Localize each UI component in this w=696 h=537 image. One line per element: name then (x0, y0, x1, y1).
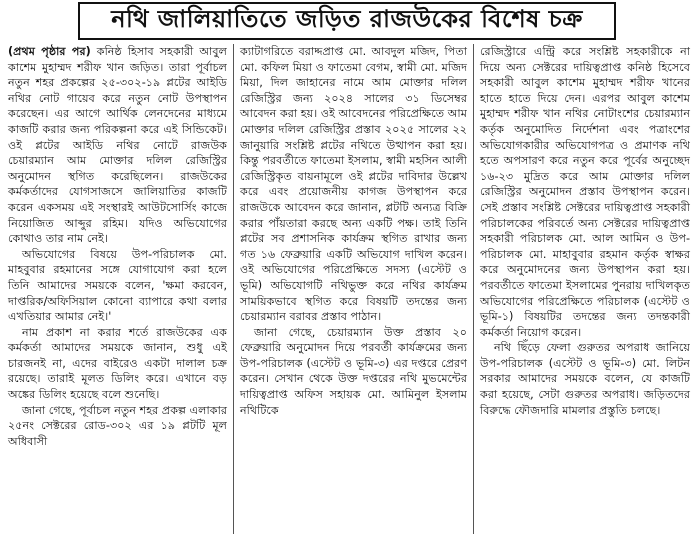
article-paragraph (240, 325, 467, 419)
article-paragraph (240, 44, 467, 325)
article-paragraph (480, 340, 690, 418)
paragraph-text: ক্যাটাগরিতে বরাদ্দপ্রাপ্ত মো. আবদুল মজিদ, পিতা মো. কফিল মিয়া ও ফাতেমা বেগম, স্বামী মো. মজিদ মিয়া, দিল জাহানের নামে আম মোক্তার দলিল রেজিস্ট্রির জন্য ২০২৪ সালের ৩১ ডিসেম্বর আবেদন করা হয়। ওই আবেদনের পরিপ্রেক্ষিতে আম মোক্তার দলিল রেজিস্ট্রির প্রস্তাব ২০২৫ সালের ২২ জানুয়ারি সংশ্লিষ্ট প্লটের নথিতে উত্থাপন করা হয়। কিন্তু পরবর্তীতে ফাতেমা ইসলাম, স্বামী মহসিন আলী রেজিস্ট্রিকৃত বায়নামূলে ওই প্লটের দাবিদার উল্লেখ করে এবং প্রয়োজনীয় কাগজ উপস্থাপন করে রাজউকে আবেদন করে জানান, প্লটটি অন্যত্র বিক্রি করার পাঁয়তারা করছে অন্য একটি পক্ষ। তাই তিনি প্লটের সব প্রশাসনিক কার্যক্রম স্থগিত রাখার জন্য গত ১৬ ফেব্রুয়ারি একটি অভিযোগ দাখিল করেন। ওই অভিযোগের পরিপ্রেক্ষিতে সদস্য (এস্টেট ও ভূমি) অভিযোগটি নথিভুক্ত করে নথির কার্যক্রম সাময়িকভাবে স্থগিত করে বিষয়টি তদন্তের জন্য চেয়ারম্যান বরাবর প্রস্তাব পাঠান। (240, 45, 467, 324)
paragraph-text: নাম প্রকাশ না করার শর্তে রাজউকের এক কর্মকর্তা আমাদের সময়কে জানান, শুধু এই চারজনই না, এদের বাইরেও একটা দালাল চক্র রয়েছে। তারাই মূলত ডিলিং করে। এখানে বড় অঙ্কের ডিলিং হয়েছে বলে শুনেছি। (8, 325, 227, 402)
article-column-1 (6, 44, 234, 534)
continuation-label: (প্রথম পৃষ্ঠার পর) (8, 45, 91, 58)
paragraph-text: নথি ছিঁড়ে ফেলা গুরুতর অপরাধ জানিয়ে উপ-পরিচালক (এস্টেট ও ভূমি-৩) মো. লিটন সরকার আমাদের সময়কে বলেন, যে কাজটি করা হয়েছে, সেটা গুরুতর অপরাধ। জড়িতদের বিরুদ্ধে ফৌজদারি মামলার প্রস্তুতি চলছে। (480, 341, 690, 417)
paragraph-text: জানা গেছে, চেয়ারম্যান উক্ত প্রস্তাব ২০ ফেব্রুয়ারি অনুমোদন দিয়ে পরবর্তী কার্যক্রমের জন্য উপ-পরিচালক (এস্টেট ও ভূমি-৩) এর দপ্তরে প্রেরণ করেন। সেখান থেকে উক্ত দপ্তরের নথি মুভমেন্টের দায়িত্বপ্রাপ্ত অফিস সহায়ক মো. আমিনুল ইসলাম নথিটিকে (240, 325, 467, 417)
headline-box (78, 2, 616, 40)
article-paragraph (8, 403, 227, 450)
article-paragraph (480, 44, 690, 340)
article-paragraph (8, 325, 227, 403)
paragraph-text: রেজিস্ট্রারে এন্ট্রি করে সংশ্লিষ্ট সহকারীকে না দিয়ে অন্য সেক্টরের দায়িত্বপ্রাপ্ত কনিষ্ঠ হিসেবে সহকারী আবুল কাশেম মুহাম্মদ শরীফ খানের হাতে হাতে দিয়ে দেন। এরপর আবুল কাশেম মুহাম্মদ শরীফ খান নথির নোটাংশের চেয়ারম্যান কর্তৃক অনুমোদিত নির্দেশনা এবং পত্রাংশের অভিযোগকারীর অভিযোগপত্র ও প্রমাণক নথি হতে অপসারণ করে নতুন করে পূর্বের অনুচ্ছেদ ১৬-২৩ মুদ্রিত করে আম মোক্তার দলিল রেজিস্ট্রির অনুমোদন প্রস্তাব উপস্থাপন করেন। সেই প্রস্তাব সংশ্লিষ্ট সেক্টরের দায়িত্বপ্রাপ্ত সহকারী পরিচালকের পরিবর্তে অন্য সেক্টরের দায়িত্বপ্রাপ্ত সহকারী পরিচালক মো. আল আমিন ও উপ-পরিচালক মো. মাহাবুবার রহমান কর্তৃক স্বাক্ষর করে অনুমোদনের জন্য উপস্থাপন করা হয়। পরবর্তীতে ফাতেমা ইসলামের পুনরায় দাখিলকৃত অভিযোগের পরিপ্রেক্ষিতে পরিচালক (এস্টেট ও ভূমি-১) বিষয়টির তদন্তের জন্য তদন্তকারী কর্মকর্তা নিয়োগ করেন। (480, 45, 690, 339)
article-column-2 (234, 44, 474, 534)
article-body (6, 44, 692, 534)
article-column-3 (474, 44, 692, 534)
headline: নথি জালিয়াতিতে জড়িত রাজউকের বিশেষ চক্র (111, 5, 583, 33)
article-paragraph (8, 44, 227, 247)
paragraph-text: কনিষ্ঠ হিসাব সহকারী আবুল কাশেম মুহাম্মদ শরীফ খান জড়িত। তারা পূর্বাচল নতুন শহর প্রকল্পের ২৫-৩০২-১৯ প্লটের আইডি নথির নোট গায়েব করে নতুন নোট উপস্থাপন করেছেন। এর আগে আর্থিক লেনদেনের মাধ্যমে কাজটি করার জন্য পরিকল্পনা করে এই সিন্ডিকেট। ওই প্লটের আইডি নথির নোটে রাজউক চেয়ারম্যান আম মোক্তার দলিল রেজিস্ট্রির অনুমোদন স্থগিত করেছিলেন। রাজউকের কর্মকর্তাদের যোগসাজসে জালিয়াতির কাজটি করেন একসময় এই সংস্থারই আউটসোর্সিং কাজে নিয়োজিত আব্দুর রহিম। যদিও অভিযোগের কোথাও তার নাম নেই। (8, 45, 227, 246)
paragraph-text: জানা গেছে, পূর্বাচল নতুন শহর প্রকল্প এলাকার ২৫নং সেক্টরের রোড-৩০২ এর ১৯ প্লটটি মূল অধিবাসী (8, 403, 227, 448)
paragraph-text: অভিযোগের বিষয়ে উপ-পরিচালক মো. মাহবুবার রহমানের সঙ্গে যোগাযোগ করা হলে তিনি আমাদের সময়কে বলেন, 'ক্ষমা করবেন, দাপ্তরিক/অফিসিয়াল কোনো ব্যাপারে কথা বলার এখতিয়ার আমার নেই।' (8, 247, 227, 324)
article-paragraph (8, 247, 227, 325)
